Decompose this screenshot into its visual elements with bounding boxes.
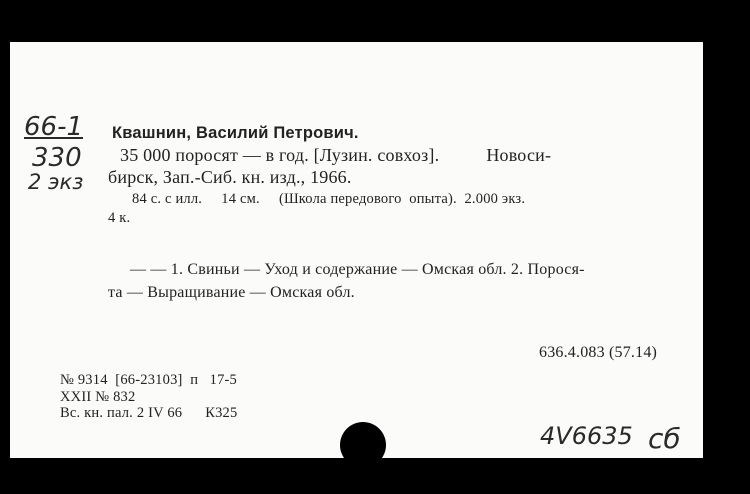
collation-line-2: 4 к.: [108, 210, 131, 226]
catalog-card: [10, 42, 703, 458]
subject-headings-line-1: — — 1. Свиньи — Уход и содержание — Омская обл. 2. Порося-: [130, 261, 585, 278]
handwritten-shelf-mark-2: 330: [32, 143, 82, 173]
handwritten-inventory-number: 4V6635: [540, 422, 633, 450]
subject-headings-line-2: та — Выращивание — Омская обл.: [108, 284, 355, 301]
author-heading: Квашнин, Василий Петрович.: [112, 124, 359, 142]
footer-line-1: № 9314 [66-23103] п 17-5: [60, 372, 238, 388]
title-line-2: бирск, Зап.-Сиб. кн. изд., 1966.: [108, 167, 352, 187]
footer-line-2: XXII № 832: [60, 389, 136, 405]
title-line-1: 35 000 поросят — в год. [Лузин. совхоз]. Новоси-: [120, 145, 552, 165]
handwritten-mark: сб: [648, 422, 681, 455]
handwritten-copies-note: 2 экз: [28, 170, 84, 194]
collation-line-1: 84 с. с илл. 14 см. (Школа передового опыта). 2.000 экз.: [132, 191, 526, 207]
classification-number: 636.4.083 (57.14): [539, 344, 658, 361]
card-punch-hole: [340, 422, 386, 468]
footer-line-3: Вс. кн. пал. 2 IV 66 К325: [60, 405, 238, 421]
handwritten-shelf-mark-1: 66-1: [24, 112, 84, 142]
